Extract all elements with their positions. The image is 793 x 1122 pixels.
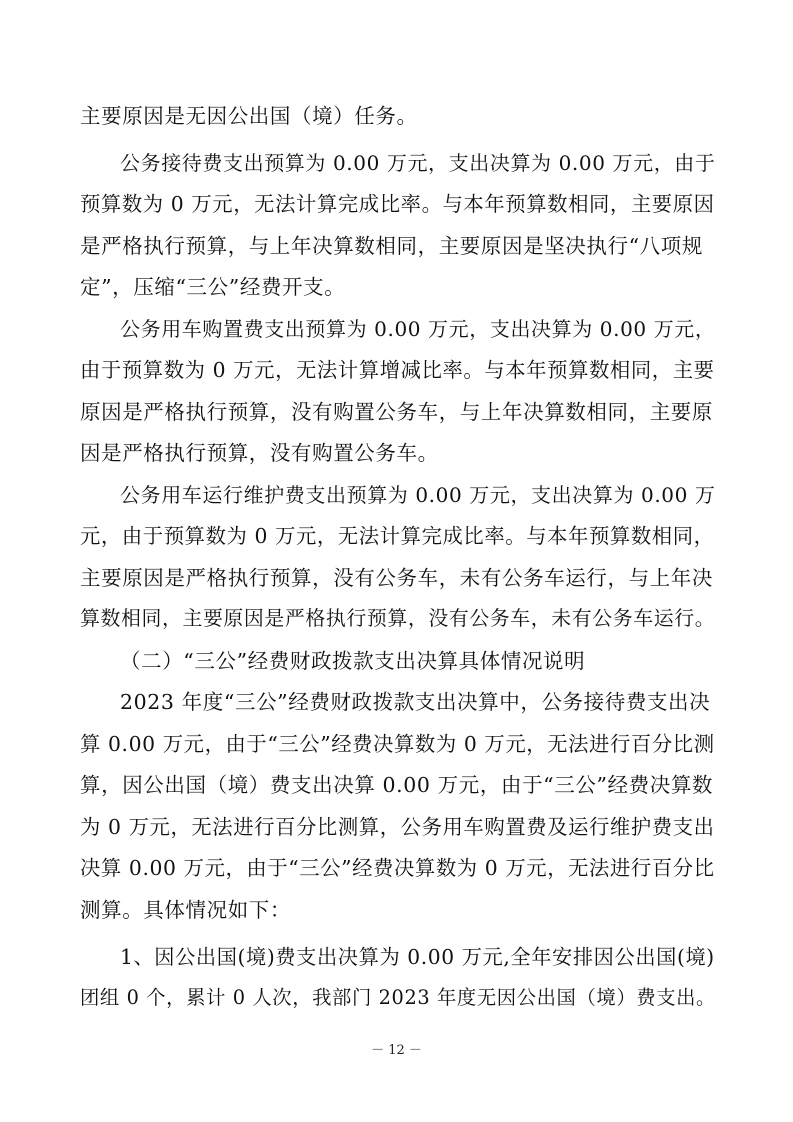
paragraph-line: 测算。具体情况如下： bbox=[80, 898, 291, 922]
paragraph-line: 定”，压缩“三公”经费开支。 bbox=[80, 275, 346, 299]
page-number: － 12 － bbox=[371, 1043, 422, 1058]
section-heading: （二）“三公”经费财政拨款支出决算具体情况说明 bbox=[120, 649, 586, 673]
paragraph-line: 公务用车购置费支出预算为 0.00 万元，支出决算为 0.00 万元， bbox=[120, 317, 716, 341]
paragraph-line: 由于预算数为 0 万元，无法计算增减比率。与本年预算数相同，主要 bbox=[80, 358, 715, 382]
paragraph-line: 主要原因是严格执行预算，没有公务车，未有公务车运行，与上年决 bbox=[80, 566, 713, 590]
paragraph-line: 算数相同，主要原因是严格执行预算，没有公务车，未有公务车运行。 bbox=[80, 607, 716, 630]
paragraph-line: 主要原因是无因公出国（境）任务。 bbox=[80, 104, 418, 128]
paragraph-line: 为 0 万元，无法进行百分比测算，公务用车购置费及运行维护费支出 bbox=[80, 815, 715, 839]
paragraph-line: 预算数为 0 万元，无法计算完成比率。与本年预算数相同，主要原因 bbox=[80, 192, 715, 216]
paragraph-line: 1、因公出国(境)费支出决算为 0.00 万元,全年安排因公出国(境) bbox=[120, 945, 715, 969]
paragraph-line: 是严格执行预算，与上年决算数相同，主要原因是坚决执行“八项规 bbox=[80, 234, 703, 258]
paragraph-line: 算，因公出国（境）费支出决算 0.00 万元，由于“三公”经费决算数 bbox=[80, 773, 714, 797]
paragraph-line: 公务接待费支出预算为 0.00 万元，支出决算为 0.00 万元，由于 bbox=[120, 151, 716, 175]
paragraph-line: 公务用车运行维护费支出预算为 0.00 万元，支出决算为 0.00 万 bbox=[120, 483, 716, 507]
paragraph-line: 原因是严格执行预算，没有购置公务车，与上年决算数相同，主要原 bbox=[80, 400, 713, 424]
paragraph-line: 决算 0.00 万元，由于“三公”经费决算数为 0 万元，无法进行百分比 bbox=[80, 856, 715, 880]
paragraph-line: 因是严格执行预算，没有购置公务车。 bbox=[80, 441, 439, 465]
paragraph-line: 算 0.00 万元，由于“三公”经费决算数为 0 万元，无法进行百分比测 bbox=[80, 732, 715, 756]
paragraph-line: 元，由于预算数为 0 万元，无法计算完成比率。与本年预算数相同， bbox=[80, 524, 715, 548]
paragraph-line: 团组 0 个，累计 0 人次，我部门 2023 年度无因公出国（境）费支出。 bbox=[80, 986, 716, 1009]
paragraph-line: 2023 年度“三公”经费财政拨款支出决算中，公务接待费支出决 bbox=[120, 690, 711, 714]
